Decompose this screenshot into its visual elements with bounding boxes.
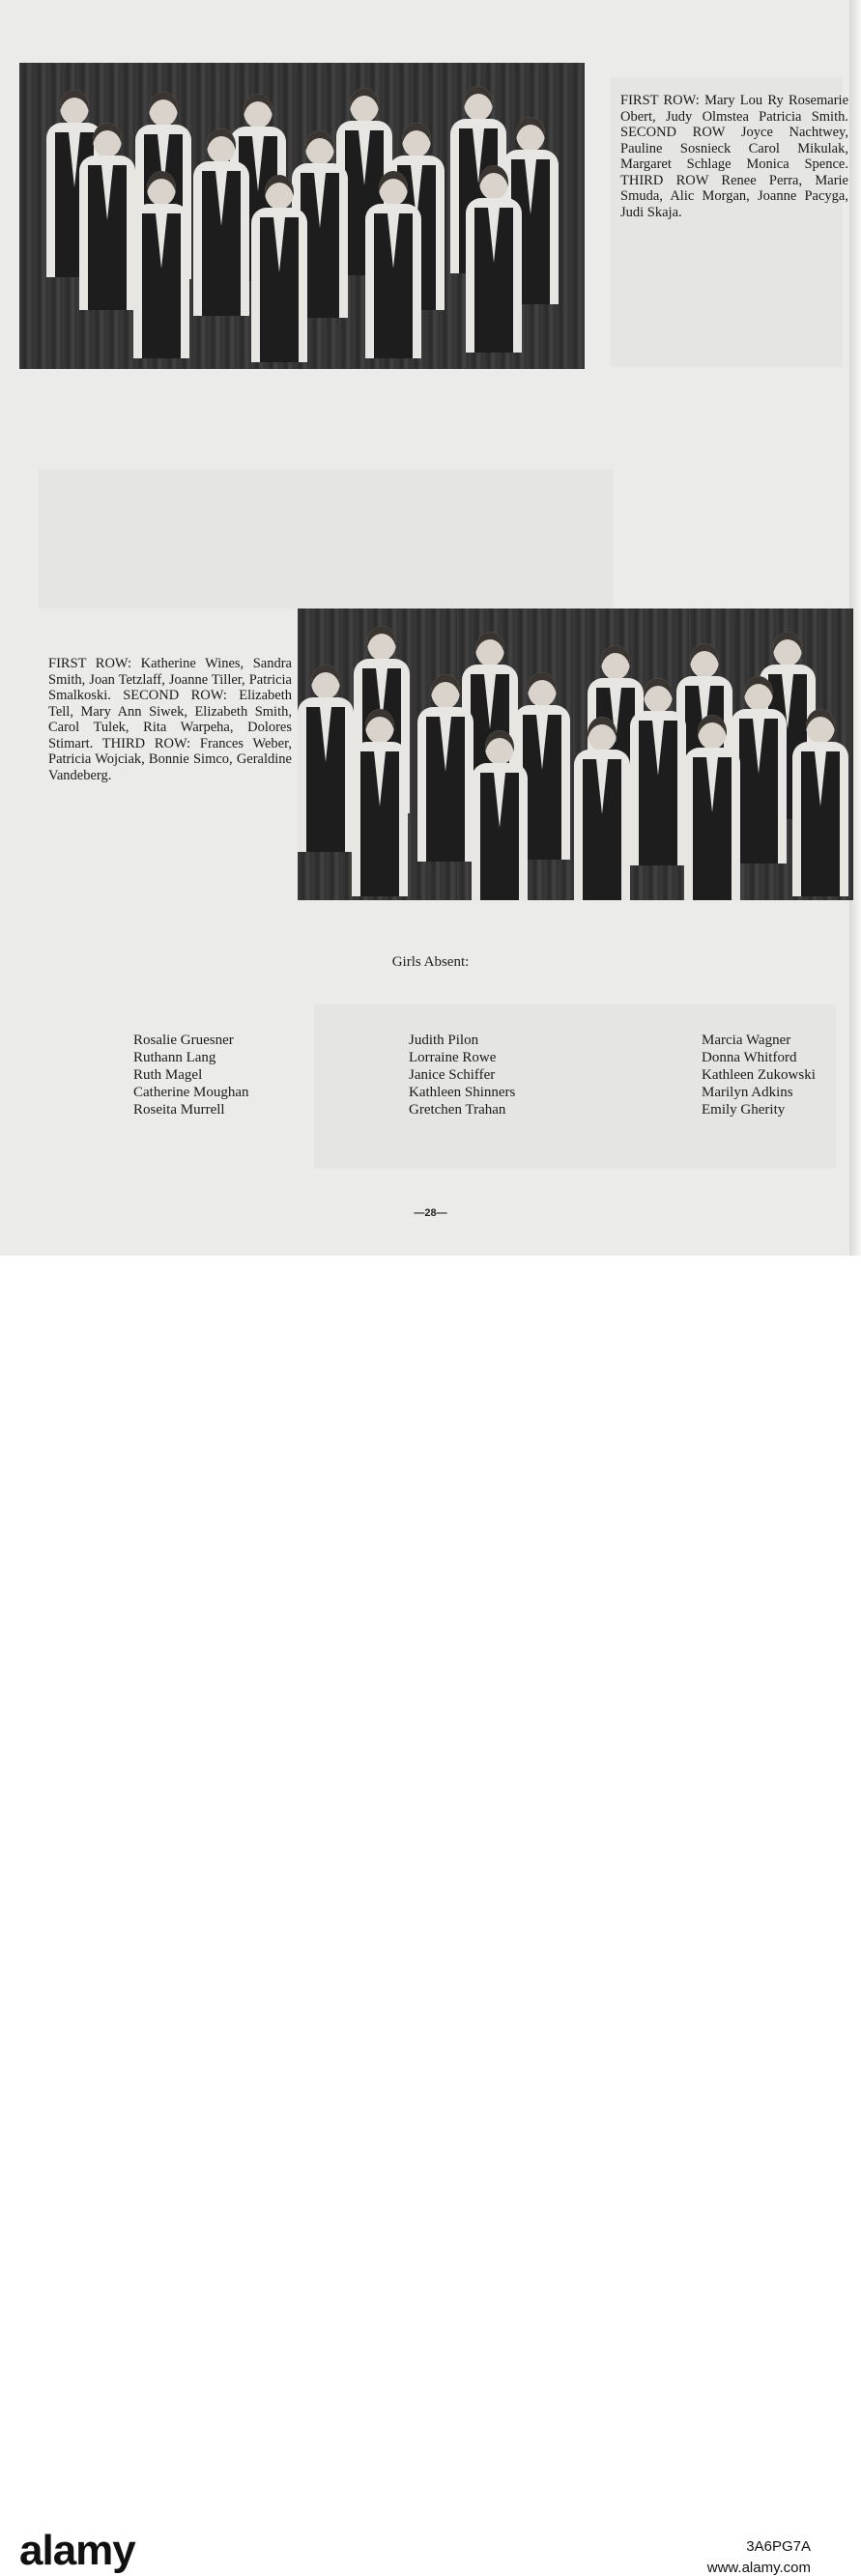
group-photo-top (19, 63, 585, 369)
caption-top: FIRST ROW: Mary Lou Ry Rosemarie Obert, Judy Olmstea Patricia Smith. SECOND ROW Joyce Nachtwey, Pauline Sosnieck Carol Mikulak, Margaret Schlage Monica Spence. THIRD ROW Renee Perra, Marie Smuda, Alic Morgan, Joanne Pacyga, Judi Skaja. (620, 93, 848, 220)
absent-name: Donna Whitford (702, 1050, 797, 1065)
absent-name: Marcia Wagner (702, 1033, 791, 1048)
stock-footer (0, 1256, 861, 2576)
yearbook-page (0, 0, 861, 1256)
absent-name: Ruthann Lang (133, 1050, 216, 1065)
alamy-logo: alamy (19, 2527, 135, 2574)
absent-name: Kathleen Shinners (409, 1085, 516, 1100)
absent-name: Marilyn Adkins (702, 1085, 793, 1100)
absent-name: Gretchen Trahan (409, 1102, 506, 1118)
absent-name: Roseita Murrell (133, 1102, 225, 1118)
absent-name: Rosalie Gruesner (133, 1033, 234, 1048)
absent-name: Janice Schiffer (409, 1067, 496, 1083)
image-id: 3A6PG7A (746, 2538, 811, 2555)
absent-column-2 (409, 1032, 515, 1118)
group-photo-bottom (298, 609, 853, 900)
caption-bottom: FIRST ROW: Katherine Wines, Sandra Smith, Joan Tetzlaff, Joanne Tiller, Patricia Smalkoski. SECOND ROW: Elizabeth Tell, Mary Ann Siwek, Elizabeth Smith, Carol Tulek, Rita Warpeha, Dolores Stimart. THIRD ROW: Frances Weber, Patricia Wojciak, Bonnie Simco, Geraldine Vandeberg. (48, 656, 292, 783)
bleed-through-shadow (39, 468, 614, 609)
absent-column-3 (702, 1032, 816, 1118)
absent-column-1 (133, 1032, 249, 1118)
absent-name: Lorraine Rowe (409, 1050, 497, 1065)
absent-name: Emily Gherity (702, 1102, 786, 1118)
absent-name: Ruth Magel (133, 1067, 203, 1083)
absent-name: Judith Pilon (409, 1033, 479, 1048)
site-url: www.alamy.com (706, 2560, 811, 2576)
absent-heading: Girls Absent: (391, 954, 470, 970)
absent-name: Kathleen Zukowski (702, 1067, 816, 1083)
page-number: —28— (414, 1207, 447, 1219)
absent-name: Catherine Moughan (133, 1085, 249, 1100)
